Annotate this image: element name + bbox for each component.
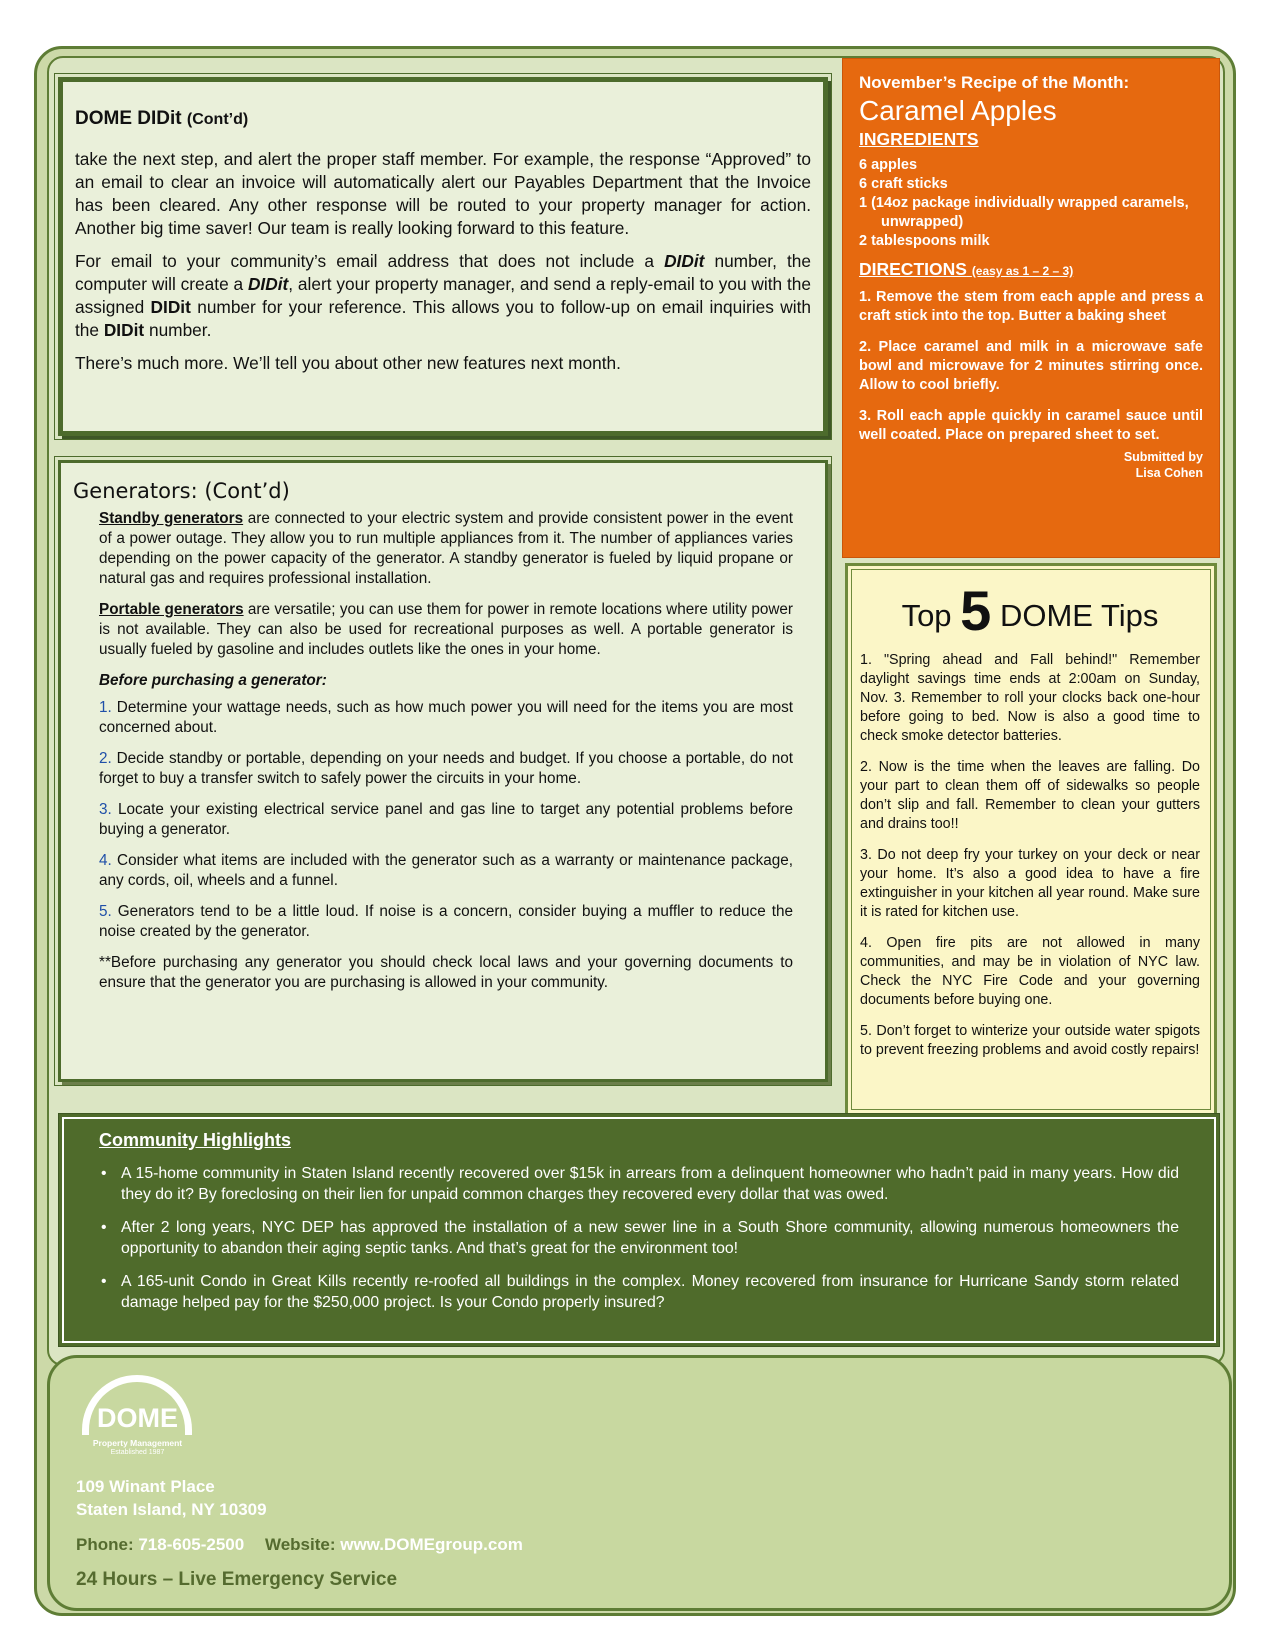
- tip-item: 4. Open fire pits are not allowed in many communities, and may be in violation of NYC law. Check the NYC Fire Code and your governing documents before buying one.: [860, 935, 1200, 1008]
- contact-line: Phone: 718-605-2500 Website: www.DOMEgroup.com: [76, 1535, 523, 1554]
- didit-article: [58, 77, 828, 436]
- phone-number: 718-605-2500: [138, 1535, 245, 1554]
- ingredient-item: 2 tablespoons milk: [859, 233, 990, 249]
- tip-item: 5. Don’t forget to winterize your outside water spigots to prevent freezing problems and avoid costly repairs!: [860, 1023, 1200, 1058]
- generator-step: 3. Locate your existing electrical service panel and gas line to target any potential problems before buying a generator.: [99, 801, 793, 838]
- logo-established: Established 1987: [110, 1449, 165, 1456]
- dome-logo: [80, 1375, 195, 1465]
- ingredients-heading: INGREDIENTS: [859, 129, 979, 149]
- website-link[interactable]: www.DOMEgroup.com: [340, 1535, 523, 1554]
- standby-paragraph: Standby generators are connected to your electric system and provide consistent power in the event of a power outage. They allow you to run multiple appliances from it. The number of appliances varies depending on the power capacity of the generator. A standby generator is fueled by liquid propane or natural gas and requires professional installation.: [99, 510, 794, 587]
- tip-item: 3. Do not deep fry your turkey on your deck or near your home. It’s also a good idea to have a fire extinguisher in your kitchen all year round. Make sure it is rated for kitchen use.: [860, 847, 1200, 920]
- generator-note: **Before purchasing any generator you should check local laws and your governing documents to ensure that the generator you are purchasing is allowed in your community.: [99, 954, 793, 991]
- ingredient-item: 6 craft sticks: [859, 176, 948, 192]
- generators-title: Generators: (Cont’d): [73, 479, 290, 503]
- logo-name: DOME: [97, 1403, 178, 1433]
- generator-step: 5. Generators tend to be a little loud. If noise is a concern, consider buying a muffler to reduce the noise created by the generator.: [99, 903, 793, 940]
- didit-paragraph-2: For email to your community’s email address that does not include a DIDit number, the computer will create a DIDit, alert your property manager, and send a reply-email to you with the assigned DIDit number for your reference. This allows you to follow-up on email inquiries with the DIDit number.: [75, 251, 811, 340]
- community-list: [101, 1163, 1179, 1313]
- address-line-1: 109 Winant Place: [76, 1477, 215, 1496]
- community-highlights: [58, 1113, 1220, 1347]
- before-purchasing-heading: Before purchasing a generator:: [99, 672, 327, 689]
- directions-heading: DIRECTIONS (easy as 1 – 2 – 3): [859, 259, 1074, 279]
- didit-paragraph-1: take the next step, and alert the proper staff member. For example, the response “Approved” to an email to clear an invoice will automatically alert our Payables Department that the Invoice has been cleared. Any other response will be routed to your property manager for action. Another big time saver! Our team is really looking forward to this feature.: [75, 149, 811, 238]
- portable-paragraph: Portable generators are versatile; you can use them for power in remote locations where utility power is not available. They can also be used for recreational purposes as well. A portable generator is usually fueled by gasoline and includes outlets like the ones in your home.: [99, 601, 793, 658]
- recipe-month-heading: November’s Recipe of the Month:: [859, 73, 1130, 92]
- list-item: • After 2 long years, NYC DEP has approved the installation of a new sewer line in a South Shore community, allowing numerous homeowners the opportunity to abandon their aging septic tanks. And that’s great for the environment too!: [101, 1217, 1179, 1259]
- direction-step: 3. Roll each apple quickly in caramel sauce until well coated. Place on prepared sheet to set.: [859, 408, 1203, 443]
- direction-step: 2. Place caramel and milk in a microwave safe bowl and microwave for 2 minutes stirring once. Allow to cool briefly.: [859, 339, 1203, 393]
- ingredients-list: [859, 156, 1203, 251]
- logo-subtitle: Property Management: [92, 1438, 183, 1448]
- recipe-box: [842, 58, 1220, 558]
- ingredient-item: 1 (14oz package individually wrapped caramels, unwrapped): [859, 195, 1189, 230]
- tip-item: 1. "Spring ahead and Fall behind!" Remember daylight savings time ends at 2:00am on Sunday, Nov. 3. Remember to roll your clocks back one-hour before going to bed. Now is also a good time to check smoke detector batteries.: [860, 652, 1200, 744]
- directions-note: (easy as 1 – 2 – 3): [971, 264, 1074, 278]
- tips-title: Top 5 DOME Tips: [901, 579, 1159, 642]
- tips-box: [845, 563, 1217, 1116]
- didit-title-suffix: (Cont’d): [186, 111, 249, 128]
- generator-step: 1. Determine your wattage needs, such as how much power you will need for the items you are most concerned about.: [99, 699, 793, 736]
- tip-item: 2. Now is the time when the leaves are falling. Do your part to clean them off of sidewalks so people don’t slip and fall. Remember to clean your gutters and drains too!!: [860, 759, 1200, 832]
- generators-article: [58, 460, 828, 1082]
- emergency-service: 24 Hours – Live Emergency Service: [76, 1569, 398, 1590]
- generator-step: 4. Consider what items are included with the generator such as a warranty or maintenance package, any cords, oil, wheels and a funnel.: [99, 852, 793, 889]
- generator-step: 2. Decide standby or portable, depending on your needs and budget. If you choose a portable, do not forget to buy a transfer switch to safely power the circuits in your home.: [99, 750, 793, 787]
- list-item: • A 15-home community in Staten Island recently recovered over $15k in arrears from a delinquent homeowner who hadn’t paid in many years. How did they do it? By foreclosing on their lien for unpaid common charges they recovered every dollar that was owed.: [101, 1163, 1179, 1205]
- didit-title: [75, 108, 811, 130]
- recipe-title: Caramel Apples: [859, 95, 1057, 126]
- ingredient-item: 6 apples: [859, 157, 918, 173]
- community-heading: Community Highlights: [99, 1130, 291, 1150]
- list-item: • A 165-unit Condo in Great Kills recently re-roofed all buildings in the complex. Money recovered from insurance for Hurricane Sandy storm related damage helped pay for the $250,000 project. Is your Condo properly insured?: [101, 1271, 1179, 1313]
- direction-step: 1. Remove the stem from each apple and press a craft stick into the top. Butter a baking sheet: [859, 289, 1203, 324]
- didit-paragraph-3: There’s much more. We’ll tell you about other new features next month.: [75, 353, 621, 373]
- didit-title-text: DOME DIDit: [75, 108, 182, 129]
- address-line-2: Staten Island, NY 10309: [76, 1500, 267, 1519]
- recipe-credit: Submitted by Lisa Cohen: [1123, 450, 1203, 480]
